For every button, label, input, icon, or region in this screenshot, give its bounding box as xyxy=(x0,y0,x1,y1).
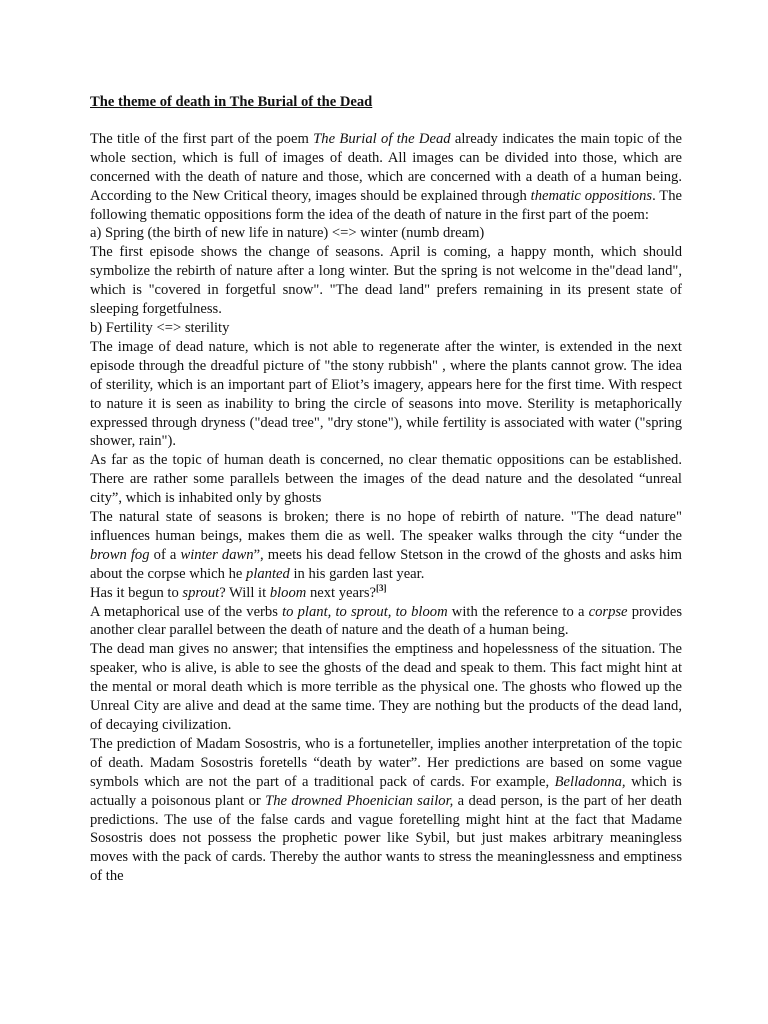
text-run: ”, meets his dead fellow Stetson in the crowd of the ghosts and asks him about the corpse which he xyxy=(90,546,682,582)
opposition-b: b) Fertility <=> sterility xyxy=(90,319,230,336)
italic-run: to plant, to sprout, to bloom xyxy=(282,603,448,620)
text-run: The title of the first part of the poem xyxy=(90,130,314,147)
text-run: A metaphorical use of the verbs xyxy=(90,603,283,620)
document-title: The theme of death in The Burial of the Dead xyxy=(90,94,373,110)
text-run: The natural state of seasons is broken; there is no hope of rebirth of nature. "The dead nature" influences human beings, makes them die as well. The speaker walks through the city “under the xyxy=(90,509,682,544)
paragraph-human-death: As far as the topic of human death is concerned, no clear thematic oppositions can be established. There are rather some parallels between the images of the dead nature and the desolated “unreal city”, which is inhabited only by ghosts xyxy=(90,452,682,507)
text-run: already indicates the main topic of the whole section, which is full of images of death. All images can be divided into those, which are concerned with the death of nature and those, which are concerned with a death of a human being. According to the New Critical theory, images should be explained through xyxy=(90,130,682,204)
paragraph-sterility: The image of dead nature, which is not able to regenerate after the winter, is extended in the next episode through the dreadful picture of "the stony rubbish" , where the plants cannot grow. The idea of sterility, which is an important part of Eliot’s imagery, appears here for the first time. With respect to nature it is seen as inability to bring the circle of seasons into move. Sterility is metaphorically expressed through dryness ("dead tree", "dry stone"), while fertility is associated with water ("spring shower, rain"). xyxy=(90,338,682,450)
text-run: of a xyxy=(149,546,181,563)
text-run: . The following thematic oppositions form the idea of the death of nature in the first part of the poem: xyxy=(90,187,682,223)
italic-run: brown fog xyxy=(90,546,150,563)
document-page xyxy=(90,93,682,886)
italic-run: thematic oppositions xyxy=(530,187,653,204)
text-run: Has it begun to xyxy=(90,584,183,601)
paragraph-dead-man: The dead man gives no answer; that intensifies the emptiness and hopelessness of the situation. The speaker, who is alive, is able to see the ghosts of the dead and speak to them. This fact might hint at the mental or moral death which is more terrible as the physical one. The ghosts who flowed up the Unreal City are alive and dead at the same time. They are nothing but the products of the dead land, of decaying civilization. xyxy=(90,641,682,733)
italic-run: The drowned Phoenician sailor, xyxy=(265,792,454,809)
text-run: which is actually a poisonous plant or xyxy=(90,773,682,809)
paragraph-seasons: The first episode shows the change of seasons. April is coming, a happy month, which should symbolize the rebirth of nature after a long winter. But the spring is not welcome in the"dead land", which is "covered in forgetful snow". "The dead land" prefers remaining in its present state of sleeping forgetfulness. xyxy=(90,244,682,318)
footnote-reference-link[interactable]: [3] xyxy=(376,582,387,593)
paragraph-broken-seasons xyxy=(90,508,682,584)
text-run: in his garden last year. xyxy=(289,565,425,582)
text-run: next years? xyxy=(306,584,376,601)
poem-quote xyxy=(90,584,682,603)
italic-run: winter dawn xyxy=(180,546,254,563)
italic-run: planted xyxy=(246,565,290,582)
paragraph-intro xyxy=(90,130,682,225)
italic-run: bloom xyxy=(269,584,307,601)
paragraph-sosostris xyxy=(90,735,682,886)
text-run: a dead person, is the part of her death predictions. The use of the false cards and vague foretelling might hint at the fact that Madame Sosostris does not possess the prophetic power like Sybil, but just makes arbitrary meaningless moves with the pack of cards. Thereby the author wants to stress the meaninglessness and emptiness of the xyxy=(90,792,682,885)
text-run: The prediction of Madam Sosostris, who is a fortuneteller, implies another interpretation of the topic of death. Madam Sosostris foretells “death by water”. Her predictions are based on some vague symbols which are not the part of a traditional pack of cards. For example, xyxy=(90,735,682,790)
paragraph-metaphor xyxy=(90,603,682,641)
italic-run: Belladonna, xyxy=(554,773,626,790)
italic-run: The Burial of the Dead xyxy=(313,130,451,147)
italic-run: sprout xyxy=(182,584,220,601)
text-run: provides another clear parallel between the death of nature and the death of a human being. xyxy=(90,603,682,639)
text-run: with the reference to a xyxy=(447,603,589,620)
opposition-a: a) Spring (the birth of new life in nature) <=> winter (numb dream) xyxy=(90,225,485,242)
text-run: ? Will it xyxy=(219,584,270,601)
italic-run: corpse xyxy=(588,603,628,620)
